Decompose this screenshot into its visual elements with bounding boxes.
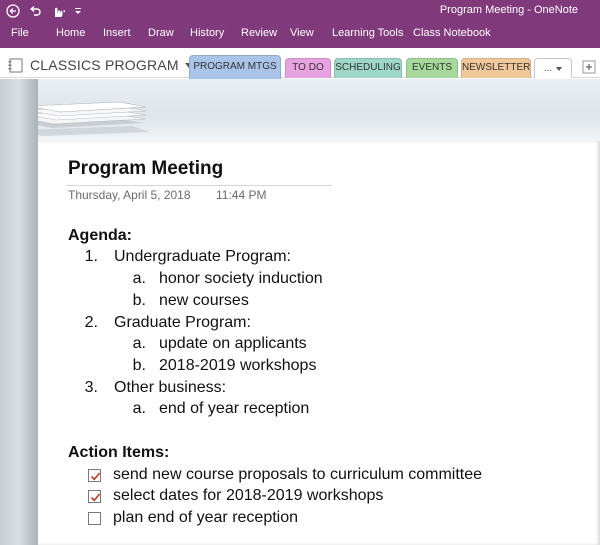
more-sections-button[interactable]	[534, 58, 572, 78]
title-divider	[66, 185, 332, 186]
section-tab-scheduling[interactable]: SCHEDULING	[334, 58, 402, 78]
section-tab-program-mtgs[interactable]: PROGRAM MTGS	[189, 55, 281, 79]
agenda-heading[interactable]: Agenda:	[68, 227, 132, 244]
todo-item[interactable]	[88, 486, 383, 506]
add-section-icon[interactable]	[582, 60, 596, 74]
todo-checkbox[interactable]	[88, 512, 101, 525]
title-bar	[0, 0, 600, 22]
undo-icon[interactable]	[28, 4, 42, 18]
list-letter: a.	[132, 400, 146, 417]
page-margin	[0, 79, 38, 545]
list-item[interactable]: update on applicants	[159, 335, 307, 352]
tab-draw[interactable]: Draw	[148, 27, 174, 39]
list-letter: b.	[132, 292, 146, 309]
list-item[interactable]: Undergraduate Program:	[114, 248, 291, 265]
todo-item[interactable]	[88, 465, 482, 485]
tab-home[interactable]: Home	[56, 27, 86, 39]
quick-access-toolbar	[6, 2, 82, 20]
todo-text[interactable]: send new course proposals to curriculum committee	[113, 466, 483, 483]
list-item[interactable]: end of year reception	[159, 400, 310, 417]
page-date: Thursday, April 5, 2018	[68, 188, 191, 202]
touch-mode-icon[interactable]	[50, 4, 66, 18]
todo-text[interactable]: select dates for 2018-2019 workshops	[113, 487, 384, 504]
todo-text[interactable]: plan end of year reception	[113, 509, 299, 526]
section-bar	[0, 48, 600, 78]
list-item[interactable]: Graduate Program:	[114, 314, 251, 331]
tab-class-notebook[interactable]: Class Notebook	[413, 27, 491, 39]
more-sections-label: ...	[543, 63, 553, 74]
notebook-picker[interactable]	[8, 56, 193, 74]
customize-icon[interactable]	[74, 6, 82, 16]
back-icon[interactable]	[6, 4, 20, 18]
list-letter: b.	[132, 357, 146, 374]
list-number: 1.	[84, 248, 98, 265]
ribbon-tabs	[0, 22, 600, 48]
page-time: 11:44 PM	[216, 188, 267, 202]
tab-file[interactable]: File	[11, 27, 29, 39]
section-tab-events[interactable]: EVENTS	[406, 58, 458, 78]
list-number: 3.	[84, 379, 98, 396]
list-item[interactable]: Other business:	[114, 379, 227, 396]
tab-insert[interactable]: Insert	[103, 27, 131, 39]
list-item[interactable]: 2018-2019 workshops	[159, 357, 317, 374]
section-tab-to-do[interactable]: TO DO	[285, 58, 331, 78]
notebook-name: CLASSICS PROGRAM	[30, 57, 179, 73]
chevron-down-icon	[556, 67, 562, 71]
tab-history[interactable]: History	[190, 27, 225, 39]
todo-item[interactable]	[88, 508, 298, 528]
page-title[interactable]: Program Meeting	[68, 158, 224, 179]
list-letter: a.	[132, 335, 146, 352]
window-title: Program Meeting - OneNote	[439, 4, 578, 16]
tab-learning-tools[interactable]: Learning Tools	[332, 27, 404, 39]
notebook-icon	[8, 58, 24, 73]
todo-checkbox[interactable]	[88, 469, 101, 482]
tab-view[interactable]: View	[290, 27, 314, 39]
list-item[interactable]: new courses	[159, 292, 249, 309]
tab-review[interactable]: Review	[241, 27, 278, 39]
list-letter: a.	[132, 270, 146, 287]
list-item[interactable]: honor society induction	[159, 270, 323, 287]
list-number: 2.	[84, 314, 98, 331]
action-items-heading[interactable]: Action Items:	[68, 444, 170, 461]
todo-checkbox[interactable]	[88, 490, 101, 503]
section-tab-newsletter[interactable]: NEWSLETTER	[461, 58, 531, 78]
